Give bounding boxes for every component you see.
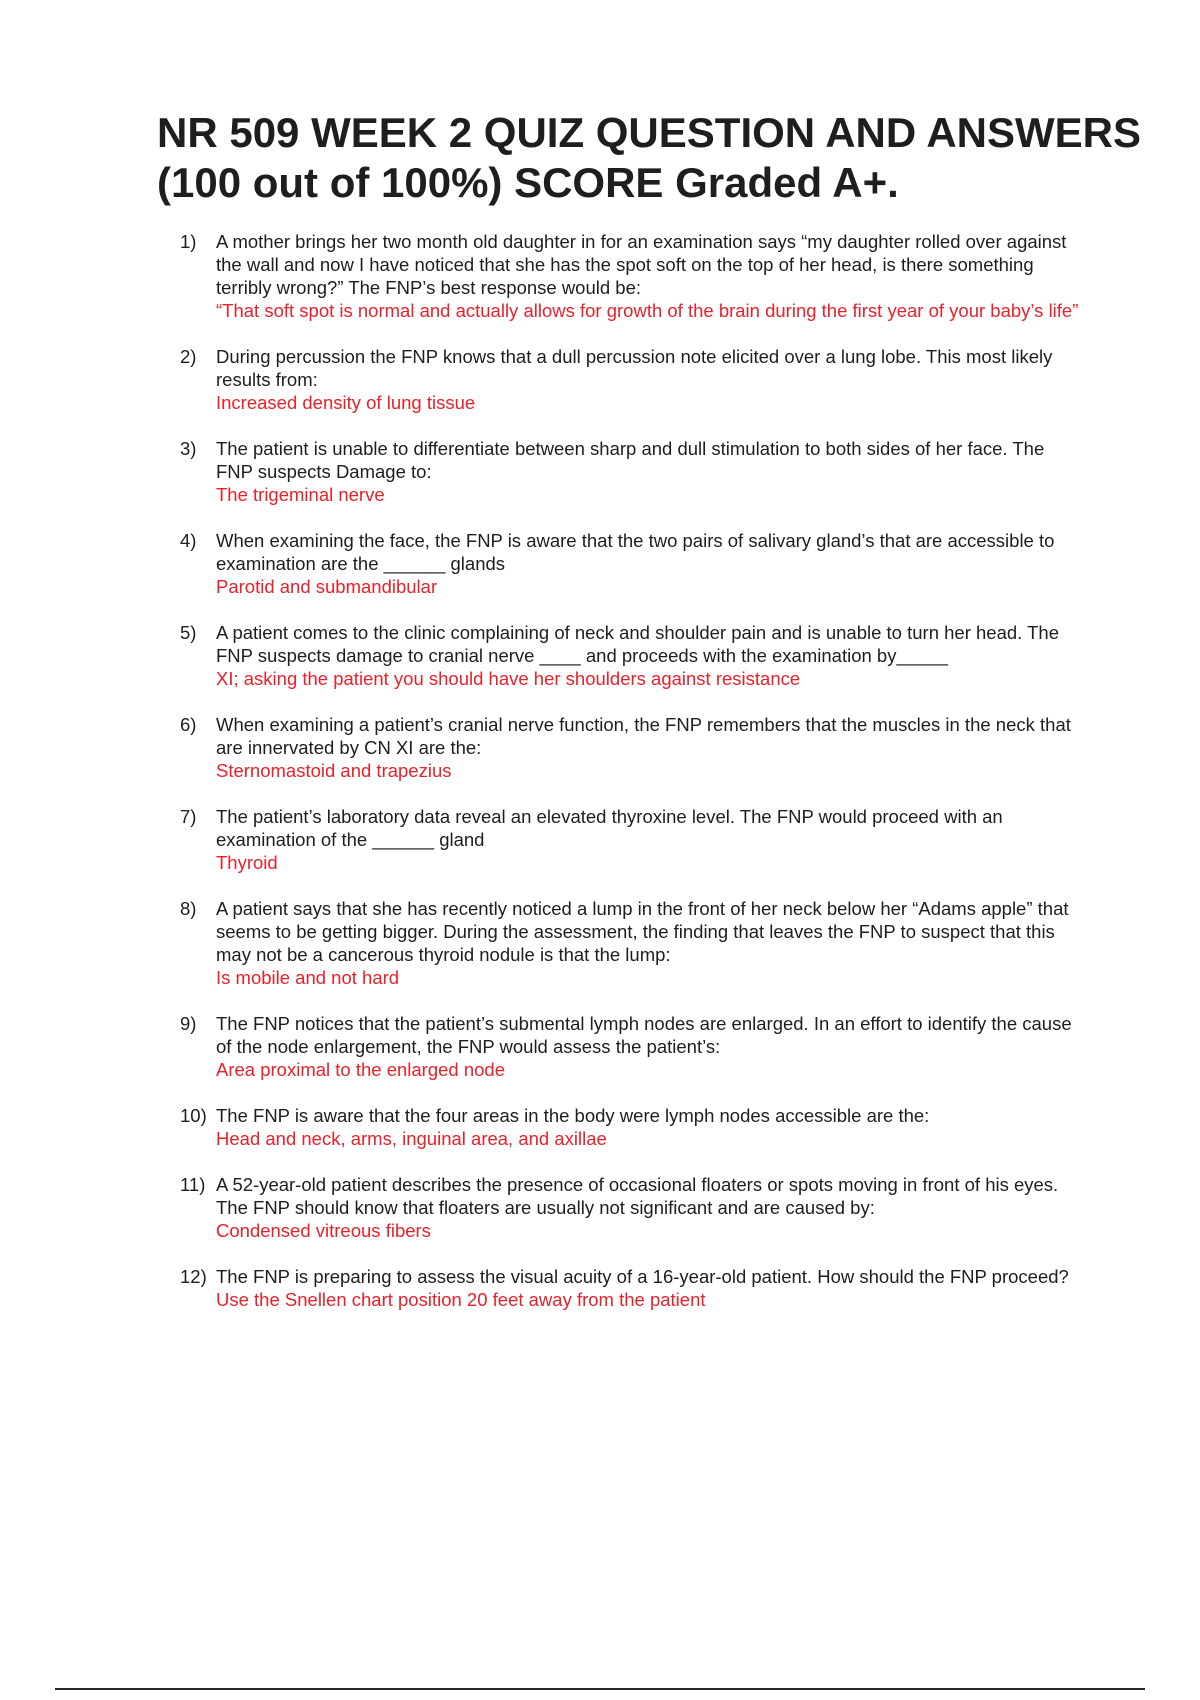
question-text: The FNP is aware that the four areas in the body were lymph nodes accessible are the:: [216, 1105, 930, 1126]
question-text: A patient says that she has recently noticed a lump in the front of her neck below her “Adams apple” that seems to be getting bigger. During the assessment, the finding that leaves the FNP to suspect that this may not be a cancerous thyroid nodule is that the lump:: [216, 898, 1069, 965]
question-item-8: [180, 897, 1080, 989]
question-text: The patient is unable to differentiate between sharp and dull stimulation to both sides of her face. The FNP suspects Damage to:: [216, 438, 1045, 482]
question-number: 10): [180, 1105, 207, 1126]
question-item-5: [180, 621, 1080, 690]
question-text: A patient comes to the clinic complaining of neck and shoulder pain and is unable to turn her head. The FNP suspects damage to cranial nerve ____ and proceeds with the examination by_____: [216, 622, 1059, 666]
question-list: [180, 230, 1080, 1334]
question-answer: “That soft spot is normal and actually allows for growth of the brain during the first year of your baby’s life”: [216, 300, 1079, 321]
question-text: When examining the face, the FNP is aware that the two pairs of salivary gland’s that are accessible to examination are the ______ glands: [216, 530, 1055, 574]
title-line-1: NR 509 WEEK 2 QUIZ QUESTION AND ANSWERS: [157, 109, 1142, 156]
question-number: 6): [180, 714, 197, 735]
question-answer: Area proximal to the enlarged node: [216, 1059, 505, 1080]
question-answer: The trigeminal nerve: [216, 484, 385, 505]
question-item-12: [180, 1265, 1080, 1311]
question-item-11: [180, 1173, 1080, 1242]
page-title: [157, 108, 1197, 208]
question-number: 11): [180, 1174, 206, 1195]
question-item-6: [180, 713, 1080, 782]
question-item-9: [180, 1012, 1080, 1081]
question-text: When examining a patient’s cranial nerve function, the FNP remembers that the muscles in the neck that are innervated by CN XI are the:: [216, 714, 1071, 758]
question-answer: Thyroid: [216, 852, 278, 873]
question-text: A 52-year-old patient describes the presence of occasional floaters or spots moving in front of his eyes. The FNP should know that floaters are usually not significant and are caused by:: [216, 1174, 1059, 1218]
question-number: 4): [180, 530, 197, 551]
question-number: 2): [180, 346, 197, 367]
question-number: 1): [180, 231, 197, 252]
question-number: 5): [180, 622, 197, 643]
question-answer: Sternomastoid and trapezius: [216, 760, 452, 781]
question-answer: XI; asking the patient you should have her shoulders against resistance: [216, 668, 801, 689]
question-text: The FNP is preparing to assess the visual acuity of a 16-year-old patient. How should the FNP proceed?: [216, 1266, 1069, 1287]
question-text: The FNP notices that the patient’s submental lymph nodes are enlarged. In an effort to identify the cause of the node enlargement, the FNP would assess the patient’s:: [216, 1013, 1072, 1057]
title-line-2: (100 out of 100%) SCORE Graded A+.: [157, 159, 899, 206]
question-answer: Increased density of lung tissue: [216, 392, 476, 413]
question-number: 9): [180, 1013, 197, 1034]
question-number: 7): [180, 806, 197, 827]
question-item-2: [180, 345, 1080, 414]
question-item-10: [180, 1104, 1080, 1150]
question-answer: Is mobile and not hard: [216, 967, 400, 988]
question-text: The patient’s laboratory data reveal an elevated thyroxine level. The FNP would proceed with an examination of the ______ gland: [216, 806, 1003, 850]
question-item-4: [180, 529, 1080, 598]
question-number: 3): [180, 438, 197, 459]
question-item-1: [180, 230, 1080, 322]
question-item-3: [180, 437, 1080, 506]
question-text: During percussion the FNP knows that a dull percussion note elicited over a lung lobe. This most likely results from:: [216, 346, 1053, 390]
question-answer: Parotid and submandibular: [216, 576, 438, 597]
question-number: 8): [180, 898, 197, 919]
bottom-divider: [55, 1688, 1145, 1690]
question-answer: Head and neck, arms, inguinal area, and axillae: [216, 1128, 607, 1149]
question-item-7: [180, 805, 1080, 874]
question-answer: Condensed vitreous fibers: [216, 1220, 431, 1241]
question-answer: Use the Snellen chart position 20 feet away from the patient: [216, 1289, 706, 1310]
question-number: 12): [180, 1266, 207, 1287]
question-text: A mother brings her two month old daughter in for an examination says “my daughter rolled over against the wall and now I have noticed that she has the spot soft on the top of her head, is there something terribly wrong?” The FNP’s best response would be:: [216, 231, 1067, 298]
